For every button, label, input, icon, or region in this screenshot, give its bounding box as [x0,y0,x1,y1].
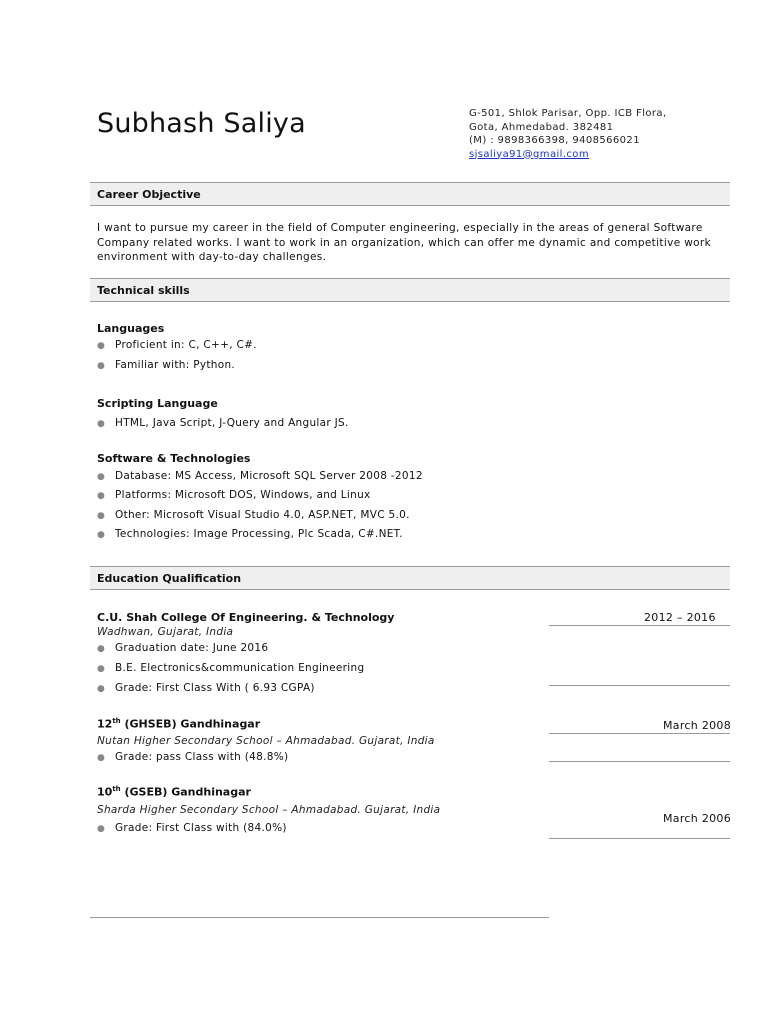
divider [90,917,549,918]
list-item: ● Familiar with: Python. [97,359,236,371]
divider [549,685,730,686]
bullet-icon: ● [97,491,106,501]
hsc-school: Nutan Higher Secondary School – Ahmadabad. Gujarat, India [97,735,435,747]
list-item: ● Grade: pass Class with (48.8%) [97,751,289,763]
bullet-icon: ● [97,753,106,763]
education-header [90,566,730,590]
divider [549,625,730,626]
section-title: Technical skills [97,284,190,297]
contact-block [469,107,667,161]
list-item: ● Graduation date: June 2016 [97,642,269,654]
list-item: ● HTML, Java Script, J-Query and Angular JS. [97,417,349,429]
bullet-icon: ● [97,341,106,351]
college-location: Wadhwan, Gujarat, India [97,626,234,638]
bullet-icon: ● [97,684,106,694]
list-item: ● Grade: First Class with (84.0%) [97,822,287,834]
list-item: ● Other: Microsoft Visual Studio 4.0, ASP.NET, MVC 5.0. [97,509,410,521]
divider [549,838,730,839]
college-title: C.U. Shah College Of Engineering. & Technology [97,611,395,624]
technical-skills-header [90,278,730,302]
section-title: Education Qualification [97,572,242,585]
list-item: ● Proficient in: C, C++, C#. [97,339,257,351]
hsc-date: March 2008 [663,719,732,732]
software-heading: Software & Technologies [97,452,251,465]
languages-heading: Languages [97,322,165,335]
ssc-title: 10th (GSEB) Gandhinagar [97,785,251,799]
list-item: ● Grade: First Class With ( 6.93 CGPA) [97,682,315,694]
hsc-title: 12th (GHSEB) Gandhinagar [97,717,261,731]
email-link[interactable]: sjsaliya91@gmail.com [469,148,589,160]
scripting-heading: Scripting Language [97,397,218,410]
ssc-date: March 2006 [663,812,732,825]
college-years: 2012 – 2016 [644,611,716,624]
bullet-icon: ● [97,472,106,482]
ssc-school: Sharda Higher Secondary School – Ahmadabad. Gujarat, India [97,804,441,816]
divider [549,733,730,734]
bullet-icon: ● [97,361,106,371]
list-item: ● Platforms: Microsoft DOS, Windows, and Linux [97,489,371,501]
address-line-2: Gota, Ahmedabad. 382481 [469,121,614,133]
list-item: ● B.E. Electronics&communication Engineering [97,662,365,674]
career-objective-header [90,182,730,206]
phone-numbers: (M) : 9898366398, 9408566021 [469,135,640,146]
bullet-icon: ● [97,824,106,834]
section-title: Career Objective [97,188,201,201]
bullet-icon: ● [97,530,106,540]
list-item: ● Technologies: Image Processing, Plc Scada, C#.NET. [97,528,403,540]
list-item: ● Database: MS Access, Microsoft SQL Server 2008 -2012 [97,470,423,482]
divider [549,761,730,762]
career-objective-text: I want to pursue my career in the field of Computer engineering, especially in the areas of general Software Company related works. I want to work in an organization, which can offer me dynamic and competitive work environment with day-to-day challenges. [97,222,711,263]
candidate-name: Subhash Saliya [97,108,306,139]
bullet-icon: ● [97,644,106,654]
address-line-1: G-501, Shlok Parisar, Opp. ICB Flora, [469,108,667,119]
bullet-icon: ● [97,511,106,521]
bullet-icon: ● [97,419,106,429]
bullet-icon: ● [97,664,106,674]
